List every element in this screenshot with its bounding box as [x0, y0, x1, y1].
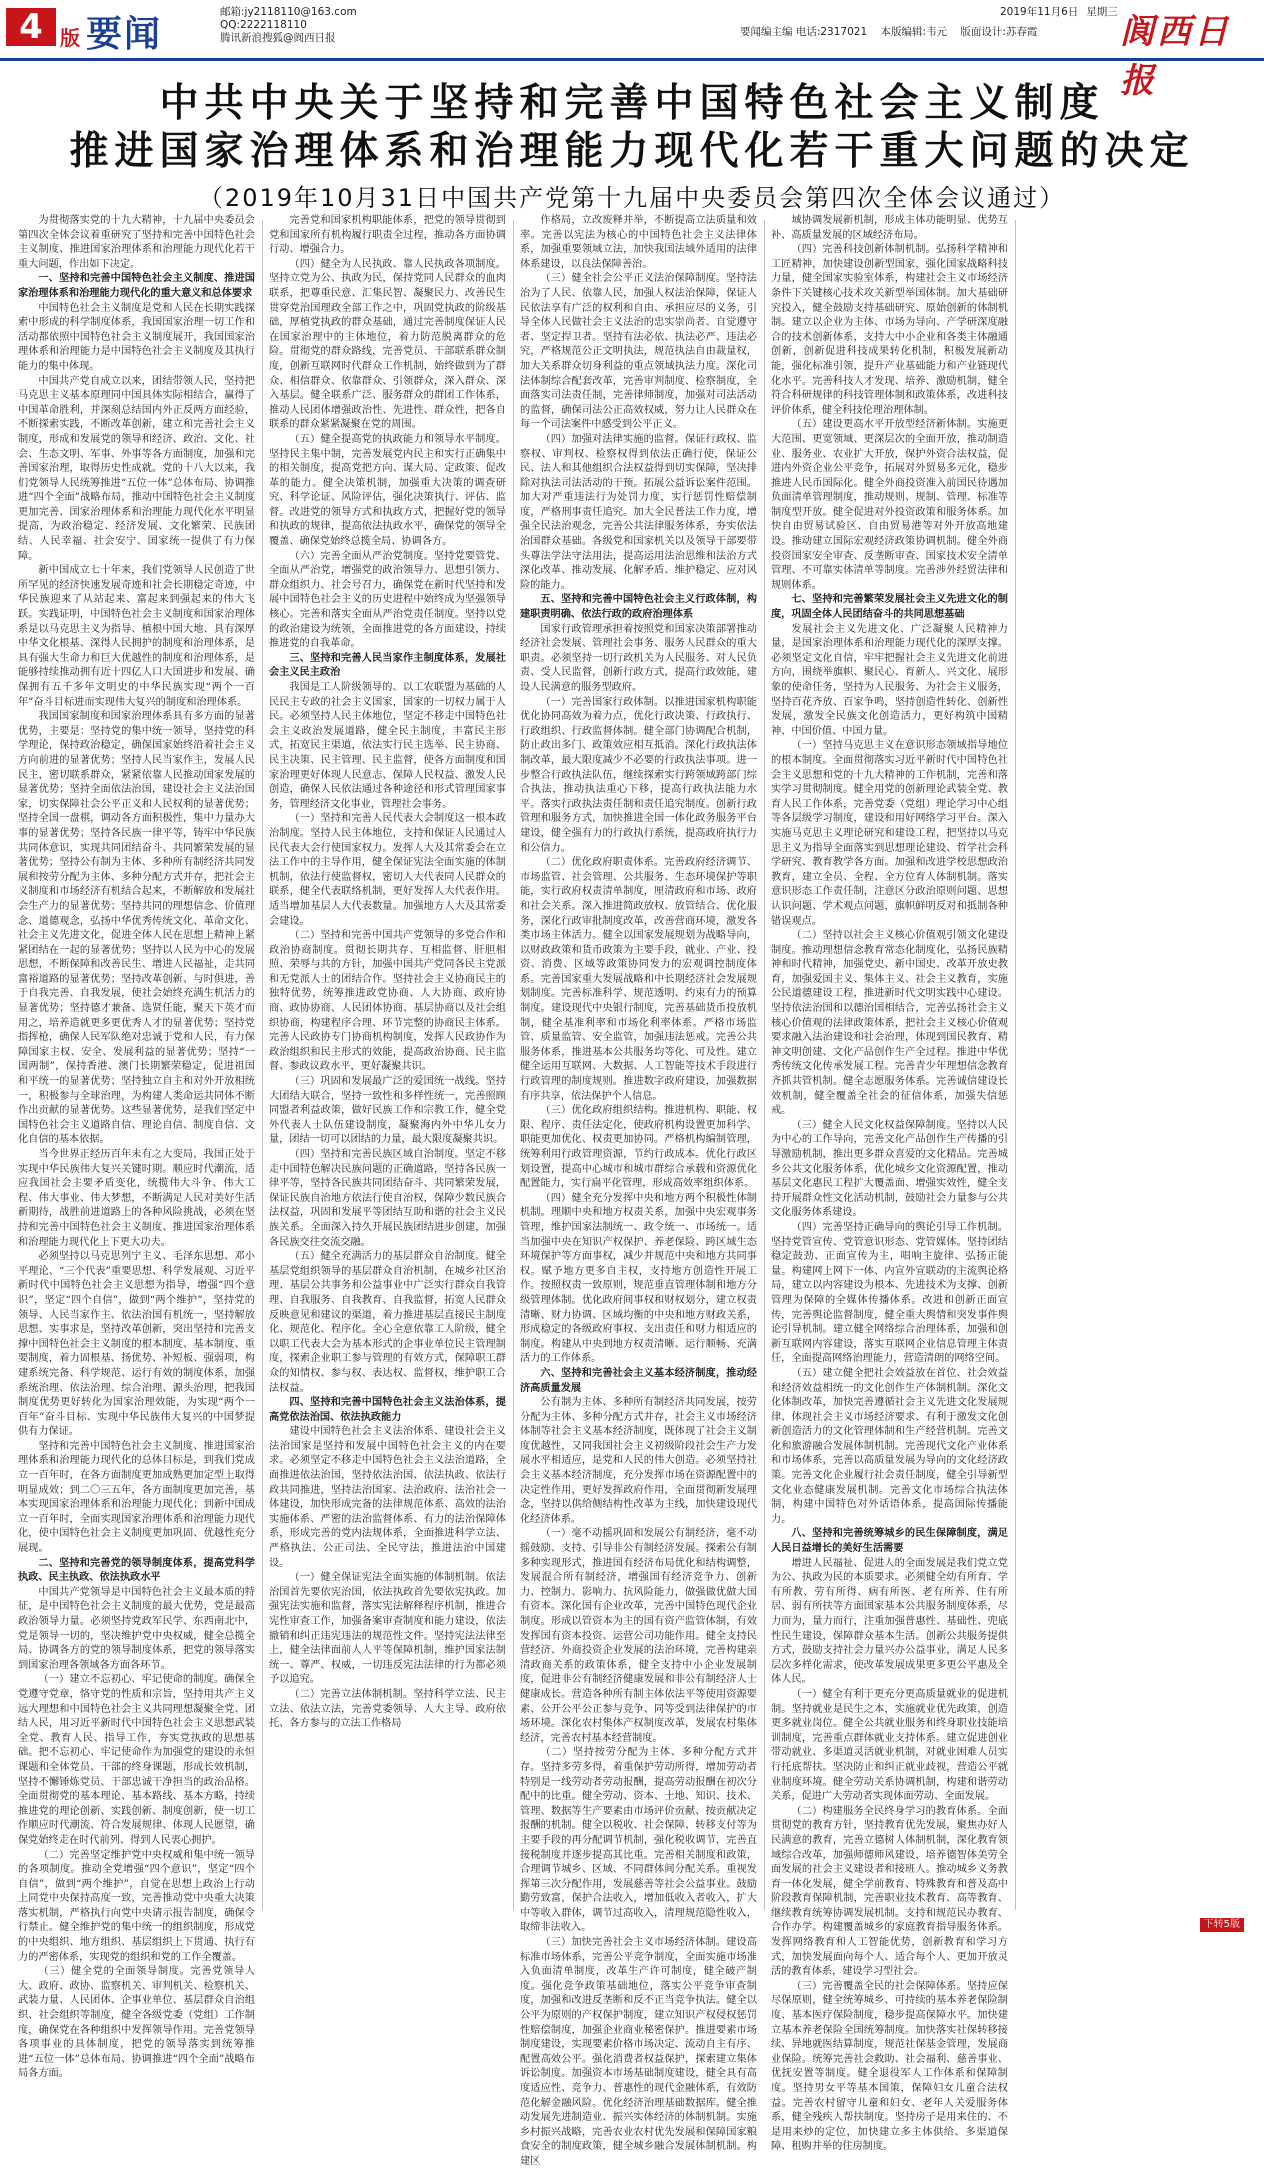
article-column-1: [18, 214, 255, 2080]
paragraph: （三）健全党的全面领导制度。完善党领导人大、政府、政协、监察机关、审判机关、检察机关、武装力量、人民团体、企事业单位、基层群众自治组织、社会组织等制度，健全各级党委（党组）工作制度，确保党在各种组织中发挥领导作用。完善党领导各项事业的具体制度，把党的领导落实到统筹推进“五位一体”总体布局、协调推进“四个全面”战略布局各方面。: [18, 1966, 255, 2080]
section-heading: 一、坚持和完善中国特色社会主义制度、推进国家治理体系和治理能力现代化的重大意义和总体要求: [18, 273, 255, 299]
paragraph: 中国共产党领导是中国特色社会主义最本质的特征，是中国特色社会主义制度的最大优势，党是最高政治领导力量。必须坚持党政军民学、东西南北中，党是领导一切的，坚决维护党中央权威，健全总揽全局、协调各方的党的领导制度体系，把党的领导落实到国家治理各领域各方面各环节。: [18, 1586, 255, 1671]
paragraph: （二）坚持以社会主义核心价值观引领文化建设制度。推动理想信念教育常态化制度化，弘扬民族精神和时代精神，加强党史、新中国史、改革开放史教育，加强爱国主义、集体主义、社会主义教育，实施公民道德建设工程，推进新时代文明实践中心建设。坚持依法治国和以德治国相结合，完善弘扬社会主义核心价值观的法律政策体系，把社会主义核心价值观要求融入法治建设和社会治理，体现到国民教育、精神文明创建、文化产品创作生产全过程。推进中华优秀传统文化传承发展工程。完善青少年理想信念教育齐抓共管机制。健全志愿服务体系。完善诚信建设长效机制，健全覆盖全社会的征信体系，加强失信惩戒。: [771, 930, 1008, 1117]
paragraph: （五）建设更高水平开放型经济新体制。实施更大范围、更宽领域、更深层次的全面开放，推动制造业、服务业、农业扩大开放，保护外资合法权益，促进内外资企业公平竞争，拓展对外贸易多元化，稳步推进人民币国际化。健全外商投资准入前国民待遇加负面清单管理制度，推动规则、规制、管理、标准等制度型开放。健全促进对外投资政策和服务体系。加快自由贸易试验区、自由贸易港等对外开放高地建设。推动建立国际宏观经济政策协调机制。健全外商投资国家安全审查、反垄断审查、国家技术安全清单管理、不可靠实体清单等制度。完善涉外经贸法律和规则体系。: [771, 419, 1008, 591]
edition-label: 版: [60, 26, 80, 50]
designer-text: 版面设计:苏春霞: [960, 26, 1038, 38]
paragraph: （二）坚持按劳分配为主体、多种分配方式并存。坚持多劳多得，着重保护劳动所得，增加劳动者特别是一线劳动者劳动报酬，提高劳动报酬在初次分配中的比重。健全劳动、资本、土地、知识、技术、管理、数据等生产要素由市场评价贡献、按贡献决定报酬的机制。健全以税收、社会保障、转移支付等为主要手段的再分配调节机制，强化税收调节，完善直接税制度并逐步提高其比重。完善相关制度和政策，合理调节城乡、区域、不同群体间分配关系。重视发挥第三次分配作用，发展慈善等社会公益事业。鼓励勤劳致富，保护合法收入，增加低收入者收入，扩大中等收入群体，调节过高收入，清理规范隐性收入，取缔非法收入。: [520, 1747, 757, 1934]
paragraph: （一）健全有利于更充分更高质量就业的促进机制。坚持就业是民生之本，实施就业优先政策，创造更多就业岗位。健全公共就业服务和终身职业技能培训制度，完善重点群体就业支持体系。建立促进创业带动就业、多渠道灵活就业机制，对就业困难人员实行托底帮扶。坚决防止和纠正就业歧视，营造公平就业制度环境。健全劳动关系协调机制，构建和谐劳动关系，促进广大劳动者实现体面劳动、全面发展。: [771, 1688, 1008, 1803]
paragraph: （三）加快完善社会主义市场经济体制。建设高标准市场体系，完善公平竞争制度，全面实施市场准入负面清单制度，改革生产许可制度，健全破产制度。强化竞争政策基础地位，落实公平竞争审查制度，加强和改进反垄断和反不正当竞争执法。健全以公平为原则的产权保护制度，建立知识产权侵权惩罚性赔偿制度，加强企业商业秘密保护。推进要素市场制度建设，实现要素价格市场决定、流动自主有序、配置高效公平。强化消费者权益保护，探索建立集体诉讼制度。加强资本市场基础制度建设，健全具有高度适应性、竞争力、普惠性的现代金融体系，有效防范化解金融风险。优化经济治理基础数据库。健全推动发展先进制造业、振兴实体经济的体制机制。实施乡村振兴战略，完善农业农村优先发展和保障国家粮食安全的制度政策，健全城乡融合发展体制机制。构建区: [520, 1937, 757, 2167]
section-heading: 二、坚持和完善党的领导制度体系，提高党科学执政、民主执政、依法执政水平: [18, 1557, 255, 1584]
editor-text: 要闻编主编 电话:2317021: [740, 26, 868, 38]
column-divider: [262, 220, 263, 1910]
paragraph: （三）优化政府组织结构。推进机构、职能、权限、程序、责任法定化，使政府机构设置更加科学、职能更加优化、权责更加协同。严格机构编制管理，统筹利用行政管理资源，节约行政成本。优化行政区划设置，提高中心城市和城市群综合承载和资源优化配置能力，实行扁平化管理，形成高效率组织体系。: [520, 1105, 757, 1190]
paragraph: （一）健全保证宪法全面实施的体制机制。依法治国首先要依宪治国，依法执政首先要依宪执政。加强宪法实施和监督，落实宪法解释程序机制，推进合宪性审查工作，加强备案审查制度和能力建设，依法撤销和纠正违宪违法的规范性文件。坚持宪法法律至上，健全法律面前人人平等保障机制，维护国家法制统一、尊严、权威，一切违反宪法法律的行为都必须予以追究。: [269, 1572, 506, 1686]
paragraph: 作格局，立改废释并举，不断提高立法质量和效率。完善以宪法为核心的中国特色社会主义法律体系，加强重要领域立法，加快我国法域外适用的法律体系建设，以良法保障善治。: [520, 215, 757, 270]
paragraph: （一）坚持和完善人民代表大会制度这一根本政治制度。坚持人民主体地位，支持和保证人民通过人民代表大会行使国家权力。发挥人大及其常委会在立法工作中的主导作用，健全保证宪法全面实施的体制机制，依法行使监督权，密切人大代表同人民群众的联系，健全代表联络机制，更好发挥人大代表作用。适当增加基层人大代表数量。加强地方人大及其常委会建设。: [269, 813, 506, 927]
article-column-2: [269, 214, 506, 1919]
contact-info: [220, 6, 357, 45]
paragraph: 坚持和完善中国特色社会主义制度、推进国家治理体系和治理能力现代化的总体目标是，到我们党成立一百年时，在各方面制度更加成熟更加定型上取得明显成效；到二〇三五年，各方面制度更加完善，基本实现国家治理体系和治理能力现代化；到新中国成立一百年时，全面实现国家治理体系和治理能力现代化，使中国特色社会主义制度更加巩固、优越性充分展现。: [18, 1440, 255, 1555]
newspaper-logo: 阆西日报: [1120, 12, 1231, 101]
paragraph: （一）完善国家行政体制。以推进国家机构职能优化协同高效为着力点，优化行政决策、行政执行、行政组织、行政监督体制。健全部门协调配合机制，防止政出多门、政策效应相互抵消。深化行政执法体制改革，最大限度减少不必要的行政执法事项。进一步整合行政执法队伍，继续探索实行跨领域跨部门综合执法，推动执法重心下移，提高行政执法能力水平。落实行政执法责任制和责任追究制度。创新行政管理和服务方式，加快推进全国一体化政务服务平台建设，健全强有力的行政执行系统，提高政府执行力和公信力。: [520, 696, 757, 854]
editor-info: [740, 24, 1047, 39]
column-divider: [764, 220, 765, 1910]
paragraph: （一）建立不忘初心、牢记使命的制度。确保全党遵守党章，恪守党的性质和宗旨，坚持用共产主义远大理想和中国特色社会主义共同理想凝聚全党、团结人民，用习近平新时代中国特色社会主义思想武装全党、教育人民、指导工作，夯实党执政的思想基础。把不忘初心、牢记使命作为加强党的建设的永恒课题和全体党员、干部的终身课题，形成长效机制，坚持不懈锤炼党员、干部忠诚干净担当的政治品格。全面贯彻党的基本理论、基本路线、基本方略，持续推进党的理论创新、实践创新、制度创新，使一切工作顺应时代潮流、符合发展规律、体现人民愿望，确保党始终走在时代前列、得到人民衷心拥护。: [18, 1674, 255, 1846]
paragraph: （一）毫不动摇巩固和发展公有制经济，毫不动摇鼓励、支持、引导非公有制经济发展。探索公有制多种实现形式，推进国有经济布局优化和结构调整，发展混合所有制经济，增强国有经济竞争力、创新力、控制力、影响力、抗风险能力，做强做优做大国有资本。深化国有企业改革，完善中国特色现代企业制度。形成以管资本为主的国有资产监管体制，有效发挥国有资本投资、运营公司功能作用。健全支持民营经济、外商投资企业发展的法治环境，完善构建亲清政商关系的政策体系，健全支持中小企业发展制度，促进非公有制经济健康发展和非公有制经济人士健康成长。营造各种所有制主体依法平等使用资源要素、公开公平公正参与竞争、同等受到法律保护的市场环境。深化农村集体产权制度改革，发展农村集体经济，完善农村基本经营制度。: [520, 1528, 757, 1744]
paragraph: （四）完善坚持正确导向的舆论引导工作机制。坚持党管宣传、党管意识形态、党管媒体。坚持团结稳定鼓劲、正面宣传为主，唱响主旋律、弘扬正能量。构建网上网下一体、内宣外宣联动的主流舆论格局，建立以内容建设为根本、先进技术为支撑、创新管理为保障的全媒体传播体系。改进和创新正面宣传，完善舆论监督制度，健全重大舆情和突发事件舆论引导机制。建立健全网络综合治理体系，加强和创新互联网内容建设，落实互联网企业信息管理主体责任，全面提高网络治理能力，营造清朗的网络空间。: [771, 1221, 1008, 1365]
email-text: 邮箱:jy2118110@163.com: [220, 6, 357, 18]
paragraph: 必须坚持以马克思列宁主义、毛泽东思想、邓小平理论、“三个代表”重要思想、科学发展观、习近平新时代中国特色社会主义思想为指导，增强“四个意识”，坚定“四个自信”，做到“两个维护”，坚持党的领导、人民当家作主、依法治国有机统一，坚持解放思想、实事求是，坚持改革创新，突出坚持和完善支撑中国特色社会主义制度的根本制度、基本制度、重要制度，着力固根基、扬优势、补短板、强弱项，构建系统完备、科学规范、运行有效的制度体系，加强系统治理、依法治理、综合治理、源头治理，把我国制度优势更好转化为国家治理效能，为实现“两个一百年”奋斗目标、实现中华民族伟大复兴的中国梦提供有力保证。: [18, 1251, 255, 1438]
continued-note: 下转5版: [1200, 1918, 1244, 1932]
page-number: 4: [6, 8, 56, 46]
weibo-text: 腾讯新浪搜狐@阆西日报: [220, 32, 336, 44]
column-divider: [1015, 220, 1016, 1910]
paragraph: 完善党和国家机构职能体系，把党的领导贯彻到党和国家所有机构履行职责全过程，推动各方面协调行动、增强合力。: [269, 215, 506, 256]
column-divider: [513, 220, 514, 1910]
headline-line-1: 中共中央关于坚持和完善中国特色社会主义制度: [159, 81, 1105, 126]
section-heading: 六、坚持和完善社会主义基本经济制度，推动经济高质量发展: [520, 1367, 757, 1394]
paragraph: （二）完善立法体制机制。坚持科学立法、民主立法、依法立法，完善党委领导、人大主导、政府依托、各方参与的立法工作格局: [269, 1688, 506, 1730]
paragraph: 发展社会主义先进文化、广泛凝聚人民精神力量，是国家治理体系和治理能力现代化的深厚支撑。必须坚定文化自信，牢牢把握社会主义先进文化前进方向，围绕举旗帜、聚民心、育新人、兴文化、展形象的使命任务，坚持为人民服务、为社会主义服务，坚持百花齐放、百家争鸣，坚持创造性转化、创新性发展，激发全民族文化创造活力，更好构筑中国精神、中国价值、中国力量。: [771, 623, 1008, 737]
paragraph: （四）健全充分发挥中央和地方两个积极性体制机制。理顺中央和地方权责关系，加强中央宏观事务管理，维护国家法制统一、政令统一、市场统一。适当加强中央在知识产权保护、养老保险、跨区域生态环境保护等方面事权，减少并规范中央和地方共同事权。赋予地方更多自主权，支持地方创造性开展工作。按照权责一致原则，规范垂直管理体制和地方分级管理体制。优化政府间事权和财权划分，建立权责清晰、财力协调、区域均衡的中央和地方财政关系，形成稳定的各级政府事权、支出责任和财力相适应的制度。构建从中央到地方权责清晰、运行顺畅、充满活力的工作体系。: [520, 1192, 757, 1365]
paragraph: （二）构建服务全民终身学习的教育体系。全面贯彻党的教育方针，坚持教育优先发展，聚焦办好人民满意的教育，完善立德树人体制机制，深化教育领域综合改革，加强师德师风建设，培养德智体美劳全面发展的社会主义建设者和接班人。推动城乡义务教育一体化发展，健全学前教育、特殊教育和普及高中阶段教育保障机制，完善职业技术教育、高等教育、继续教育统筹协调发展机制。支持和规范民办教育、合作办学。构建覆盖城乡的家庭教育指导服务体系。发挥网络教育和人工智能优势，创新教育和学习方式，加快发展面向每个人、适合每个人、更加开放灵活的教育体系，建设学习型社会。: [771, 1805, 1008, 1978]
article-column-3: [520, 214, 757, 2167]
section-name: 要闻: [86, 14, 163, 55]
paragraph: 中国共产党自成立以来，团结带领人民，坚持把马克思主义基本原理同中国具体实际相结合，赢得了中国革命胜利，并深刻总结国内外正反两方面经验，不断探索实践，不断改革创新，建立和完善社会主义制度，形成和发展党的领导和经济、政治、文化、社会、生态文明、军事、外事等各方面制度，加强和完善国家治理，取得历史性成就。党的十八大以来，我们党领导人民统筹推进“五位一体”总体布局、协调推进“四个全面”战略布局，推动中国特色社会主义制度更加完善、国家治理体系和治理能力现代化水平明显提高，为政治稳定、经济发展、文化繁荣、民族团结、人民幸福、社会安宁、国家统一提供了有力保障。: [18, 375, 255, 562]
paragraph: （三）健全社会公平正义法治保障制度。坚持法治为了人民、依靠人民，加强人权法治保障，保证人民依法享有广泛的权利和自由、承担应尽的义务，引导全体人民做社会主义法治的忠实崇尚者、自觉遵守者、坚定捍卫者。坚持有法必依、执法必严、违法必究，严格规范公正文明执法，规范执法自由裁量权，加大关系群众切身利益的重点领域执法力度。深化司法体制综合配套改革，完善审判制度、检察制度，全面落实司法责任制，完善律师制度，加强对司法活动的监督，确保司法公正高效权威，努力让人民群众在每一个司法案件中感受到公平正义。: [520, 273, 757, 431]
paragraph: 新中国成立七十年来，我们党领导人民创造了世所罕见的经济快速发展奇迹和社会长期稳定奇迹，中华民族迎来了从站起来、富起来到强起来的伟大飞跃。实践证明，中国特色社会主义制度和国家治理体系是以马克思主义为指导、植根中国大地、具有深厚中华文化根基、深得人民拥护的制度和治理体系，是具有强大生命力和巨大优越性的制度和治理体系，是能够持续推动拥有近十四亿人口大国进步和发展、确保拥有五千多年文明史的中华民族实现“两个一百年”奋斗目标进而实现伟大复兴的制度和治理体系。: [18, 565, 255, 708]
qq-text: QQ:2222118110: [220, 19, 307, 31]
paragraph: 增进人民福祉、促进人的全面发展是我们党立党为公、执政为民的本质要求。必须健全幼有所育、学有所教、劳有所得、病有所医、老有所养、住有所居、弱有所扶等方面国家基本公共服务制度体系，尽力而为，量力而行，注重加强普惠性、基础性、兜底性民生建设，保障群众基本生活。创新公共服务提供方式，鼓励支持社会力量兴办公益事业，满足人民多层次多样化需求，使改革发展成果更多更公平惠及全体人民。: [771, 1557, 1008, 1686]
paragraph: 公有制为主体、多种所有制经济共同发展，按劳分配为主体、多种分配方式并存，社会主义市场经济体制等社会主义基本经济制度，既体现了社会主义制度优越性，又同我国社会主义初级阶段社会生产力发展水平相适应，是党和人民的伟大创造。必须坚持社会主义基本经济制度，充分发挥市场在资源配置中的决定性作用，更好发挥政府作用，全面贯彻新发展理念，坚持以供给侧结构性改革为主线，加快建设现代化经济体系。: [520, 1397, 757, 1525]
paragraph: （五）健全充满活力的基层群众自治制度。健全基层党组织领导的基层群众自治机制，在城乡社区治理、基层公共事务和公益事业中广泛实行群众自我管理、自我服务、自我教育、自我监督，拓宽人民群众反映意见和建议的渠道，着力推进基层直接民主制度化、规范化、程序化。全心全意依靠工人阶级，健全以职工代表大会为基本形式的企事业单位民主管理制度，探索企业职工参与管理的有效方式，保障职工群众的知情权、参与权、表达权、监督权，维护职工合法权益。: [269, 1251, 506, 1394]
article-column-4: [771, 214, 1008, 2153]
section-heading: 七、坚持和完善繁荣发展社会主义先进文化的制度，巩固全体人民团结奋斗的共同思想基础: [771, 594, 1008, 621]
paragraph: 我国是工人阶级领导的、以工农联盟为基础的人民民主专政的社会主义国家，国家的一切权力属于人民。必须坚持人民主体地位，坚定不移走中国特色社会主义政治发展道路，健全民主制度，丰富民主形式，拓宽民主渠道，依法实行民主选举、民主协商、民主决策、民主管理、民主监督，使各方面制度和国家治理更好体现人民意志、保障人民权益、激发人民创造，确保人民依法通过各种途径和形式管理国家事务，管理经济文化事业，管理社会事务。: [269, 682, 506, 810]
headline-line-2: 推进国家治理体系和治理能力现代化若干重大问题的决定: [69, 129, 1195, 174]
headline: [20, 80, 1244, 176]
masthead: [0, 0, 1264, 101]
paragraph: （二）坚持和完善中国共产党领导的多党合作和政治协商制度。贯彻长期共存、互相监督、肝胆相照、荣辱与共的方针，加强中国共产党同各民主党派和无党派人士的团结合作。坚持社会主义协商民主的独特优势，统筹推进政党协商、人大协商、政府协商、政协协商、人民团体协商、基层协商以及社会组织协商，构建程序合理、环节完整的协商民主体系。完善人民政协专门协商机构制度，发挥人民政协作为政治组织和民主形式的效能，提高政治协商、民主监督、参政议政水平，更好凝聚共识。: [269, 930, 506, 1073]
footer: [0, 1920, 1264, 1933]
paragraph: （二）完善坚定维护党中央权威和集中统一领导的各项制度。推动全党增强“四个意识”，坚定“四个自信”，做到“两个维护”，自觉在思想上政治上行动上同党中央保持高度一致，完善推动党中央重大决策落实机制，严格执行向党中央请示报告制度，确保令行禁止。健全维护党的集中统一的组织制度，形成党的中央组织、地方组织、基层组织上下贯通、执行有力的严密体系，实现党的组织和党的工作全覆盖。: [18, 1849, 255, 1963]
paragraph: （一）坚持马克思主义在意识形态领域指导地位的根本制度。全面贯彻落实习近平新时代中国特色社会主义思想和党的十九大精神的工作机制，完善和落实学习贯彻制度。健全用党的创新理论武装全党、教育人民工作体系，完善党委（党组）理论学习中心组等各层级学习制度，建设和用好网络学习平台。深入实施马克思主义理论研究和建设工程，把坚持以马克思主义为指导全面落实到思想理论建设、哲学社会科学研究、教育教学各方面。加强和改进学校思想政治教育，建立全员、全程、全方位育人体制机制。落实意识形态工作责任制，注意区分政治原则问题、思想认识问题、学术观点问题，旗帜鲜明反对和抵制各种错误观点。: [771, 740, 1008, 927]
section-heading: 八、坚持和完善统筹城乡的民生保障制度，满足人民日益增长的美好生活需要: [771, 1528, 1008, 1555]
paragraph: （三）巩固和发展最广泛的爱国统一战线。坚持大团结大联合，坚持一致性和多样性统一，完善照顾同盟者利益政策，做好民族工作和宗教工作，健全党外代表人士队伍建设制度，凝聚海内外中华儿女力量，团结一切可以团结的力量，最大限度凝聚共识。: [269, 1076, 506, 1146]
section-heading: 五、坚持和完善中国特色社会主义行政体制，构建职责明确、依法行政的政府治理体系: [520, 594, 757, 621]
section-heading: 三、坚持和完善人民当家作主制度体系，发展社会主义民主政治: [269, 652, 506, 679]
masthead-rule: [0, 58, 1264, 61]
section-heading: 四、坚持和完善中国特色社会主义法治体系，提高党依法治国、依法执政能力: [269, 1397, 506, 1423]
paragraph: 我国国家制度和国家治理体系具有多方面的显著优势，主要是：坚持党的集中统一领导，坚持党的科学理论，保持政治稳定，确保国家始终沿着社会主义方向前进的显著优势；坚持人民当家作主，发展人民民主，密切联系群众，紧紧依靠人民推动国家发展的显著优势；坚持全面依法治国，建设社会主义法治国家，切实保障社会公平正义和人民权利的显著优势；坚持全国一盘棋，调动各方面积极性，集中力量办大事的显著优势；坚持各民族一律平等，铸牢中华民族共同体意识，实现共同团结奋斗、共同繁荣发展的显著优势；坚持公有制为主体、多种所有制经济共同发展和按劳分配为主体、多种分配方式并存，把社会主义制度和市场经济有机结合起来，不断解放和发展社会生产力的显著优势；坚持共同的理想信念、价值理念、道德观念，弘扬中华优秀传统文化、革命文化、社会主义先进文化，促进全体人民在思想上精神上紧紧团结在一起的显著优势；坚持以人民为中心的发展思想，不断保障和改善民生、增进人民福祉，走共同富裕道路的显著优势；坚持改革创新、与时俱进，善于自我完善、自我发展，使社会始终充满生机活力的显著优势；坚持德才兼备、选贤任能，聚天下英才而用之，培养造就更多更优秀人才的显著优势；坚持党指挥枪，确保人民军队绝对忠诚于党和人民，有力保障国家主权、安全、发展利益的显著优势；坚持“一国两制”，保持香港、澳门长期繁荣稳定，促进祖国和平统一的显著优势；坚持独立自主和对外开放相统一，积极参与全球治理，为构建人类命运共同体不断作出贡献的显著优势。这些显著优势，是我们坚定中国特色社会主义道路自信、理论自信、制度自信、文化自信的基本依据。: [18, 711, 255, 1146]
paragraph: （五）建立健全把社会效益放在首位、社会效益和经济效益相统一的文化创作生产体制机制。深化文化体制改革，加快完善遵循社会主义先进文化发展规律、体现社会主义市场经济要求、有利于激发文化创新创造活力的文化管理体制和生产经营机制。完善文化和旅游融合发展体制机制。完善现代文化产业体系和市场体系，完善以高质量发展为导向的文化经济政策。完善文化企业履行社会责任制度，健全引导新型文化业态健康发展机制。完善文化市场综合执法体制，构建中国特色对外话语体系，提高国际传播能力。: [771, 1367, 1008, 1525]
paragraph: （五）健全提高党的执政能力和领导水平制度。坚持民主集中制，完善发展党内民主和实行正确集中的相关制度，提高党把方向、谋大局、定政策、促改革的能力。健全决策机制，加强重大决策的调查研究、科学论证、风险评估，强化决策执行、评估、监督。改进党的领导方式和执政方式，把握好党的领导和执政的规律，提高依法执政水平，确保党的领导全覆盖、确保党始终总揽全局、协调各方。: [269, 433, 506, 548]
paragraph: （四）完善科技创新体制机制。弘扬科学精神和工匠精神，加快建设创新型国家，强化国家战略科技力量，健全国家实验室体系，构建社会主义市场经济条件下关键核心技术攻关新型举国体制。加大基础研究投入，健全鼓励支持基础研究、原始创新的体制机制。建立以企业为主体、市场为导向、产学研深度融合的技术创新体系，支持大中小企业和各类主体融通创新，创新促进科技成果转化机制，积极发展新动能，强化标准引领，提升产业基础能力和产业链现代化水平。完善科技人才发现、培养、激励机制，健全符合科研规律的科技管理体制和政策体系，改进科技评价体系，健全科技伦理治理体制。: [771, 244, 1008, 416]
weekday-text: 星期三: [1086, 6, 1118, 18]
paragraph: （四）健全为人民执政、靠人民执政各项制度。坚持立党为公、执政为民，保持党同人民群众的血肉联系，把尊重民意、汇集民智、凝聚民力、改善民生贯穿党治国理政全部工作之中，巩固党执政的阶级基础，厚植党执政的群众基础，通过完善制度保证人民在国家治理中的主体地位，着力防范脱离群众的危险。贯彻党的群众路线，完善党员、干部联系群众制度，创新互联网时代群众工作机制，始终做到为了群众、相信群众、依靠群众、引领群众，深入群众、深入基层。健全联系广泛、服务群众的群团工作体系，推动人民团体增强政治性、先进性、群众性，把各自联系的群众紧紧凝聚在党的周围。: [269, 258, 506, 431]
paragraph: （三）完善覆盖全民的社会保障体系。坚持应保尽保原则，健全统筹城乡、可持续的基本养老保险制度、基本医疗保险制度，稳步提高保障水平。加快建立基本养老保险全国统筹制度。加快落实社保转移接续、异地就医结算制度，规范社保基金管理，发展商业保险。统筹完善社会救助、社会福利、慈善事业、优抚安置等制度。健全退役军人工作体系和保障制度。坚持男女平等基本国策，保障妇女儿童合法权益。完善农村留守儿童和妇女、老年人关爱服务体系，健全残疾人帮扶制度。坚持房子是用来住的、不是用来炒的定位，加快建立多主体供给、多渠道保障、租购并举的住房制度。: [771, 1980, 1008, 2153]
paragraph: （四）加强对法律实施的监督。保证行政权、监察权、审判权、检察权得到依法正确行使，保证公民、法人和其他组织合法权益得到切实保障，坚决排除对执法司法活动的干预。拓展公益诉讼案件范围。加大对严重违法行为处罚力度，实行惩罚性赔偿制度，严格刑事责任追究。加大全民普法工作力度，增强全民法治观念，完善公共法律服务体系，夯实依法治国群众基础。各级党和国家机关以及领导干部要带头尊法学法守法用法，提高运用法治思维和法治方式深化改革、推动发展、化解矛盾、维护稳定、应对风险的能力。: [520, 433, 757, 591]
paragraph: （二）优化政府职责体系。完善政府经济调节、市场监管、社会管理、公共服务、生态环境保护等职能，实行政府权责清单制度，厘清政府和市场、政府和社会关系。深入推进简政放权、放管结合、优化服务，深化行政审批制度改革，改善营商环境，激发各类市场主体活力。健全以国家发展规划为战略导向，以财政政策和货币政策为主要手段，就业、产业、投资、消费、区域等政策协同发力的宏观调控制度体系。完善国家重大发展战略和中长期经济社会发展规划制度。完善标准科学、规范透明、约束有力的预算制度。建设现代中央银行制度，完善基础货币投放机制，健全基准利率和市场化利率体系。严格市场监管、质量监管、安全监管，加强违法惩戒。完善公共服务体系，推进基本公共服务均等化、可及性。建立健全运用互联网、大数据、人工智能等技术手段进行行政管理的制度规则。推进数字政府建设，加强数据有序共享，依法保护个人信息。: [520, 857, 757, 1102]
article-column-5: [1022, 214, 1246, 1919]
editor-text-2: 本版编辑:韦元: [880, 26, 948, 38]
paragraph: 为贯彻落实党的十九大精神，十九届中央委员会第四次全体会议着重研究了坚持和完善中国特色社会主义制度、推进国家治理体系和治理能力现代化若干重大问题，作出如下决定。: [18, 215, 255, 270]
issue-date: [1000, 6, 1126, 19]
paragraph: 当今世界正经历百年未有之大变局，我国正处于实现中华民族伟大复兴关键时期。顺应时代潮流，适应我国社会主要矛盾变化，统揽伟大斗争、伟大工程、伟大事业、伟大梦想，不断满足人民对美好生活新期待，战胜前进道路上的各种风险挑战，必须在坚持和完善中国特色社会主义制度、推进国家治理体系和治理能力现代化上下更大功夫。: [18, 1149, 255, 1248]
paragraph: 国家行政管理承担着按照党和国家决策部署推动经济社会发展、管理社会事务、服务人民群众的重大职责。必须坚持一切行政机关为人民服务、对人民负责、受人民监督，创新行政方式，提高行政效能，建设人民满意的服务型政府。: [520, 623, 757, 693]
paragraph: （四）坚持和完善民族区域自治制度。坚定不移走中国特色解决民族问题的正确道路，坚持各民族一律平等，坚持各民族共同团结奋斗、共同繁荣发展，保证民族自治地方依法行使自治权，保障少数民族合法权益，巩固和发展平等团结互助和谐的社会主义民族关系。全面深入持久开展民族团结进步创建，加强各民族交往交流交融。: [269, 1149, 506, 1248]
paragraph: （三）健全人民文化权益保障制度。坚持以人民为中心的工作导向，完善文化产品创作生产传播的引导激励机制，推出更多群众喜爱的文化精品。完善城乡公共文化服务体系，优化城乡文化资源配置，推动基层文化惠民工程扩大覆盖面、增强实效性，健全支持开展群众性文化活动机制，鼓励社会力量参与公共文化服务体系建设。: [771, 1119, 1008, 1219]
paragraph: 中国特色社会主义制度是党和人民在长期实践探索中形成的科学制度体系，我国国家治理一切工作和活动都依照中国特色社会主义制度展开，我国国家治理体系和治理能力是中国特色社会主义制度及其执行能力的集中体现。: [18, 302, 255, 372]
date-text: 2019年11月6日: [1000, 6, 1079, 18]
paragraph: （六）完善全面从严治党制度。坚持党要管党、全面从严治党，增强党的政治领导力、思想引领力、群众组织力、社会号召力，确保党在新时代坚持和发展中国特色社会主义的历史进程中始终成为坚强领导核心。完善和落实全面从严治党责任制度。坚持以党的政治建设为统领，全面推进党的各方面建设，持续推进党的自我革命。: [269, 550, 506, 650]
paragraph: 建设中国特色社会主义法治体系、建设社会主义法治国家是坚持和发展中国特色社会主义的内在要求。必须坚定不移走中国特色社会主义法治道路，全面推进依法治国，坚持依法治国、依法执政、依法行政共同推进，坚持法治国家、法治政府、法治社会一体建设，加快形成完备的法律规范体系、高效的法治实施体系、严密的法治监督体系、有力的法治保障体系，形成完善的党内法规体系，全面推进科学立法、严格执法、公正司法、全民守法，推进法治中国建设。: [269, 1426, 506, 1569]
subheadline: （2019年10月31日中国共产党第十九届中央委员会第四次全体会议通过）: [198, 184, 1066, 212]
paragraph: 域协调发展新机制，形成主体功能明显、优势互补、高质量发展的区域经济布局。: [771, 215, 1008, 241]
